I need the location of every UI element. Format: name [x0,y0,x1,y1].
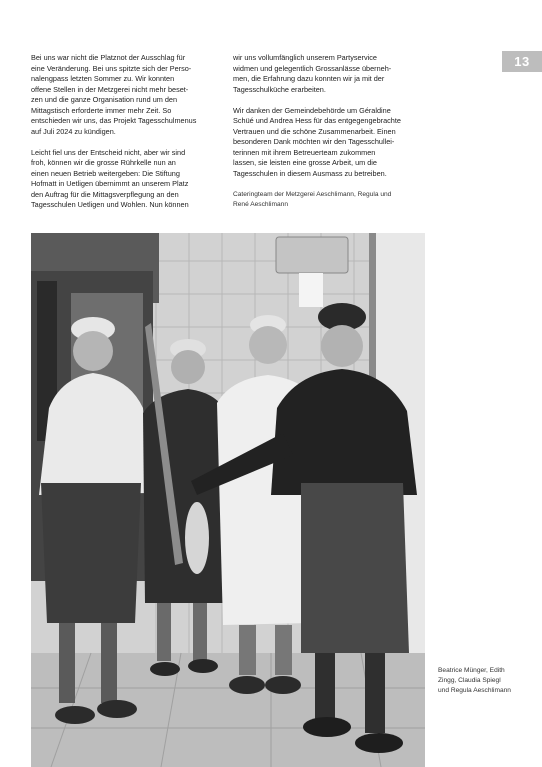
article-column-right [233,53,431,210]
paragraph: Wir danken der Gemeindebehörde um Géraldine Schüé und Andrea Hess für das entgegengebrachte Vertrauen und die schöne Zusammenarbeit. Einen besonderen Dank möchten wir den Tagesschullei- terinnen mit ihrem Betreuerteam zukommen lassen, sie leisten eine grosse Arbeit, um die Tagesschulen in diesem Ausmass zu betreiben. [233,105,401,178]
author-credit: Cateringteam der Metzgerei Aeschlimann, Regula und René Aeschlimann [233,190,392,208]
photo-caption: Beatrice Münger, Edith Zingg, Claudia Spiegl und Regula Aeschlimann [438,667,511,694]
paragraph: wir uns vollumfänglich unserem Partyservice widmen und gelegentlich Grossanlässe überneh- men, die Erfahrung dazu konnten wir ja mit der Tagesschulküche erarbeiten. [233,53,392,94]
page-number-badge: 13 [502,51,542,72]
paragraph: Bei uns war nicht die Platznot der Ausschlag für eine Veränderung. Bei uns spitzte sich der Perso- nalengpass letzten Sommer zu. Wir konnten offene Stellen in der Metzgerei nicht mehr beset- zen und die ganze Organisation rund um den Mittagstisch erforderte immer mehr Zeit. So entschieden wir uns, das Projekt Tagesschulmenus auf Juli 2024 zu kündigen. [31,53,197,136]
article-column-left [31,53,224,221]
paragraph: Leicht fiel uns der Entscheid nicht, aber wir sind froh, können wir die grosse Rührkelle nun an einen neuen Betrieb weitergeben: Die Stiftung Hofmatt in Uetligen übernimmt an unserem Platz den Auftrag für die Mittagsverpflegung an den Tagesschulen Uetligen und Wohlen. Nun können [31,147,189,209]
team-photo [31,233,425,767]
